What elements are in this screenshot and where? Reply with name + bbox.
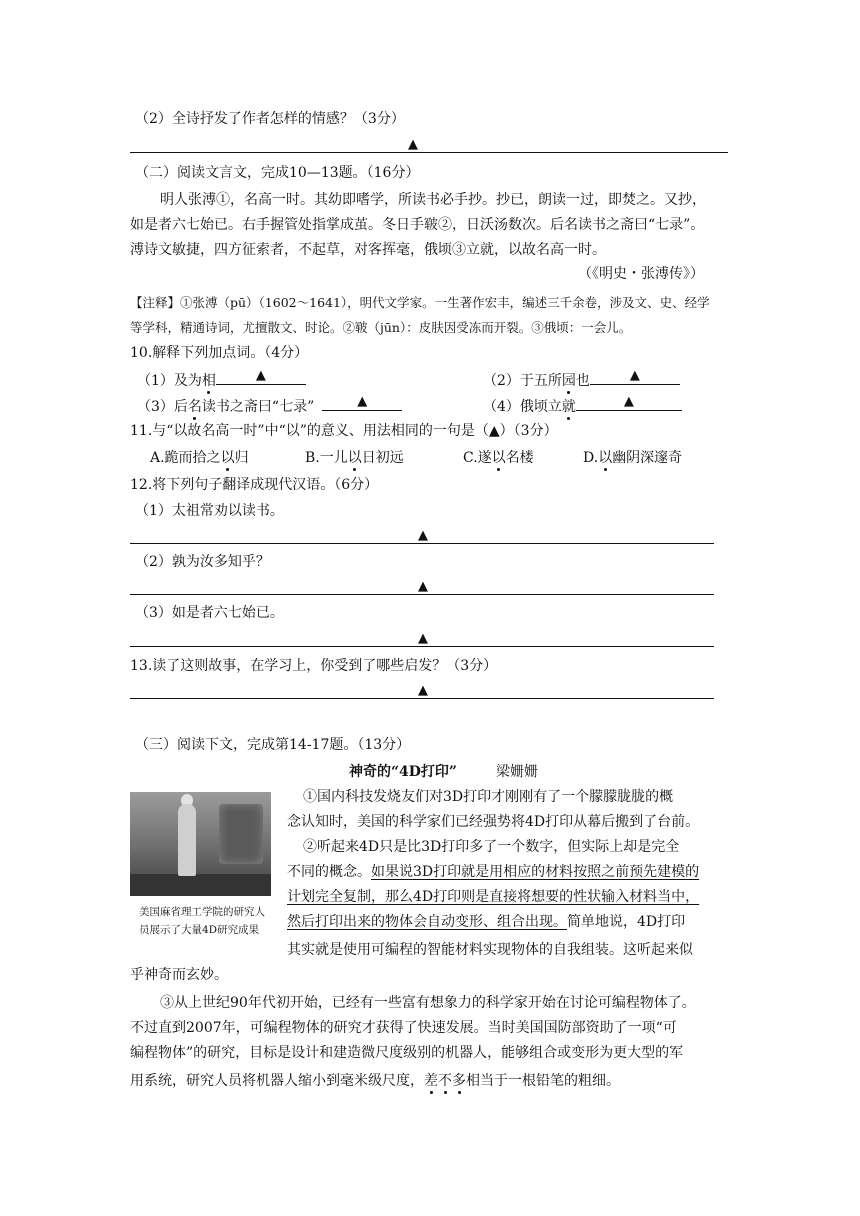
underlined-sentence: 然后打印出来的物体会自动变形、组合出现。 <box>287 914 567 930</box>
q12-sentence-2: （2）孰为汝多知乎？ <box>135 554 270 570</box>
section2-heading: （二）阅读文言文，完成10—13题。（16分） <box>135 165 420 181</box>
classical-text-line: 溥诗文敏捷，四方征索者，不起草，对客挥毫，俄顷③立就，以故名高一时。 <box>130 242 606 258</box>
researcher-photo <box>130 792 271 896</box>
paragraph-1-line: 念认知时，美国的科学家们已经强势将4D打印从幕后搬到了台前。 <box>287 814 700 830</box>
answer-blank[interactable]: ▲ <box>322 396 402 411</box>
photo-caption: 美国麻省理工学院的研究人 <box>139 906 265 918</box>
answer-triangle: ▲ <box>418 579 428 594</box>
presenter-figure <box>178 804 196 876</box>
paragraph-3-line: 不过直到2007年，可编程物体的研究才获得了快速发展。当时美国国防部资助了一项“可 <box>130 1020 677 1036</box>
q10-item: （4）俄顷立就 ▲ <box>483 396 682 416</box>
q11-option-a: A.跪而拾之以归 <box>150 450 249 466</box>
annotation-line: 等学科，精通诗词，尤擅散文、时论。②皲（jūn）：皮肤因受冻而开裂。③俄顷：一会儿。 <box>130 320 632 335</box>
q10-item: （1）及为相 ▲ <box>137 370 306 390</box>
paragraph-2-line: 不同的概念。如果说3D打印就是用相应的材料按照之前预先建模的 <box>287 864 700 880</box>
q13-stem: 13.读了这则故事，在学习上，你受到了哪些启发？（3分） <box>130 658 498 674</box>
stage-floor <box>130 874 271 896</box>
answer-blank[interactable]: ▲ <box>576 396 682 411</box>
answer-line[interactable] <box>130 543 714 544</box>
answer-line <box>130 152 728 153</box>
answer-triangle: ▲ <box>418 683 428 698</box>
answer-triangle: ▲ <box>408 137 418 152</box>
paragraph-3-line: ③从上世纪90年代初开始，已经有一些富有想象力的科学家开始在讨论可编程物体了。 <box>160 995 696 1011</box>
paragraph-2-line: 然后打印出来的物体会自动变形、组合出现。简单地说，4D打印 <box>287 914 686 930</box>
photo-caption: 员展示了大量4D研究成果 <box>139 924 260 936</box>
answer-triangle: ▲ <box>418 631 428 646</box>
q12-stem: 12.将下列句子翻译成现代汉语。（6分） <box>130 477 379 493</box>
underlined-sentence: 如果说3D打印就是用相应的材料按照之前预先建模的 <box>371 864 700 880</box>
paragraph-2-line: 乎神奇而玄妙。 <box>130 967 228 983</box>
article-title: 神奇的“4D打印” <box>349 764 457 780</box>
q10-item: （2）于五所园也 ▲ <box>483 370 680 390</box>
q10-item: （3）后名读书之斋曰“七录” ▲ <box>137 396 402 416</box>
paragraph-1-line: ①国内科技发烧友们对3D打印才刚刚有了一个朦朦胧胧的概 <box>303 789 674 805</box>
q10-stem: 10.解释下列加点词。（4分） <box>130 345 309 361</box>
q11-option-b: B.一儿以日初远 <box>305 450 404 466</box>
answer-line[interactable] <box>130 646 714 647</box>
article-author: 梁姗姗 <box>496 764 538 780</box>
q11-option-c: C.遂以名楼 <box>463 450 534 466</box>
answer-line[interactable] <box>130 698 714 699</box>
paragraph-2-line: 其实就是使用可编程的智能材料实现物体的自我组装。这听起来似 <box>287 942 693 958</box>
stage-logo <box>219 804 263 864</box>
classical-text-line: 如是者六七始已。右手握管处指掌成茧。冬日手皲②，日沃汤数次。后名读书之斋曰“七录”。 <box>130 217 705 233</box>
annotation-line: 【注释】①张溥（pū）（1602～1641），明代文学家。一生著作宏丰，编述三千余卷，涉及文、史、经学 <box>130 295 710 310</box>
answer-line[interactable] <box>130 594 714 595</box>
paragraph-2-line: ②听起来4D只是比3D打印多了一个数字，但实际上却是完全 <box>303 839 680 855</box>
paragraph-3-line: 用系统，研究人员将机器人缩小到毫米级尺度，差不多相当于一根铅笔的粗细。 <box>130 1073 620 1089</box>
q9-part2: （2）全诗抒发了作者怎样的情感？（3分） <box>135 111 405 127</box>
q12-sentence-3: （3）如是者六七始已。 <box>135 605 284 621</box>
answer-triangle: ▲ <box>418 528 428 543</box>
source-citation: （《明史・张溥传》） <box>578 266 704 282</box>
paragraph-3-line: 编程物体”的研究，目标是设计和建造微尺度级别的机器人，能够组合或变形为更大型的军 <box>130 1045 684 1061</box>
q12-sentence-1: （1）太祖常劝以读书。 <box>135 503 284 519</box>
classical-text-line: 明人张溥①，名高一时。其幼即嗜学，所读书必手抄。抄已，朗读一过，即焚之。又抄， <box>160 192 706 208</box>
underlined-sentence: 计划完全复制，那么4D打印则是直接将想要的性状输入材料当中， <box>287 889 700 905</box>
section3-heading: （三）阅读下文，完成第14-17题。（13分） <box>135 737 411 753</box>
answer-blank[interactable]: ▲ <box>590 370 680 385</box>
answer-blank[interactable]: ▲ <box>216 370 306 385</box>
q11-option-d: D.以幽阴深邃奇 <box>583 450 683 466</box>
q11-stem: 11.与“以故名高一时”中“以”的意义、用法相同的一句是（▲）（3分） <box>130 423 558 439</box>
